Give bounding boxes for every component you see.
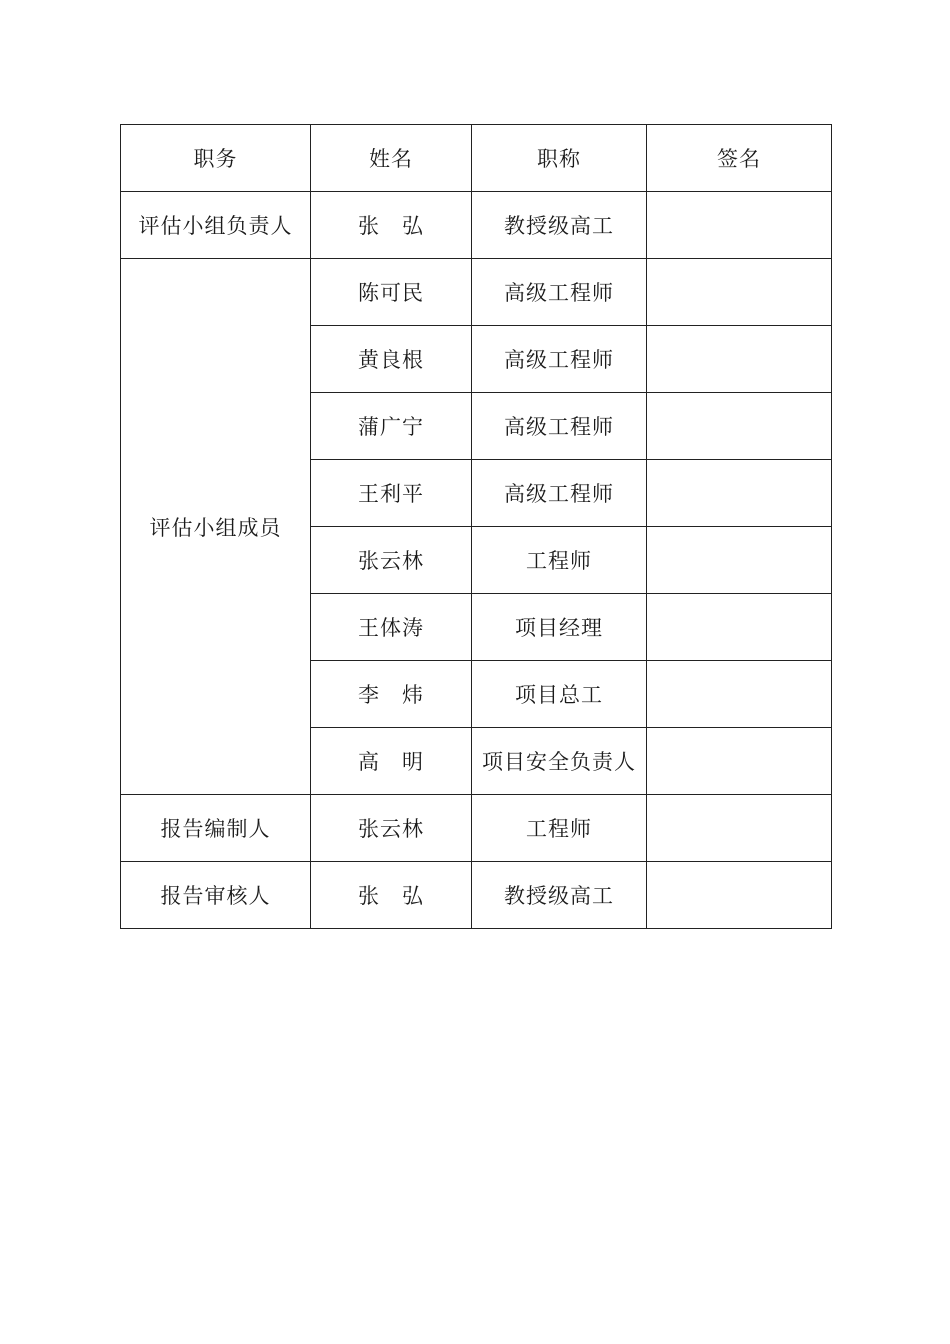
signature-cell	[647, 259, 832, 326]
title-cell: 工程师	[472, 527, 647, 594]
title-cell: 高级工程师	[472, 326, 647, 393]
header-signature: 签名	[647, 125, 832, 192]
name-cell: 张 弘	[311, 192, 472, 259]
title-cell: 高级工程师	[472, 393, 647, 460]
name-cell: 张 弘	[311, 862, 472, 929]
signature-cell	[647, 661, 832, 728]
table-header-row	[121, 125, 832, 192]
title-cell: 项目总工	[472, 661, 647, 728]
title-cell: 高级工程师	[472, 259, 647, 326]
signature-cell	[647, 192, 832, 259]
name-cell: 张云林	[311, 527, 472, 594]
signature-cell	[647, 460, 832, 527]
role-cell: 评估小组成员	[121, 259, 311, 795]
name-cell: 王体涛	[311, 594, 472, 661]
title-cell: 教授级高工	[472, 192, 647, 259]
title-cell: 项目经理	[472, 594, 647, 661]
role-cell: 报告审核人	[121, 862, 311, 929]
role-cell: 评估小组负责人	[121, 192, 311, 259]
signature-cell	[647, 326, 832, 393]
name-cell: 陈可民	[311, 259, 472, 326]
title-cell: 教授级高工	[472, 862, 647, 929]
table-row	[121, 259, 832, 326]
signature-cell	[647, 728, 832, 795]
name-cell: 黄良根	[311, 326, 472, 393]
title-cell: 工程师	[472, 795, 647, 862]
header-role: 职务	[121, 125, 311, 192]
signature-cell	[647, 393, 832, 460]
name-cell: 王利平	[311, 460, 472, 527]
name-cell: 高 明	[311, 728, 472, 795]
header-title: 职称	[472, 125, 647, 192]
staff-signature-table	[120, 124, 832, 929]
role-cell: 报告编制人	[121, 795, 311, 862]
signature-cell	[647, 862, 832, 929]
signature-cell	[647, 795, 832, 862]
signature-cell	[647, 527, 832, 594]
title-cell: 项目安全负责人	[472, 728, 647, 795]
table-row	[121, 192, 832, 259]
title-cell: 高级工程师	[472, 460, 647, 527]
signature-cell	[647, 594, 832, 661]
table-row	[121, 862, 832, 929]
name-cell: 李 炜	[311, 661, 472, 728]
name-cell: 蒲广宁	[311, 393, 472, 460]
table-row	[121, 795, 832, 862]
name-cell: 张云林	[311, 795, 472, 862]
header-name: 姓名	[311, 125, 472, 192]
